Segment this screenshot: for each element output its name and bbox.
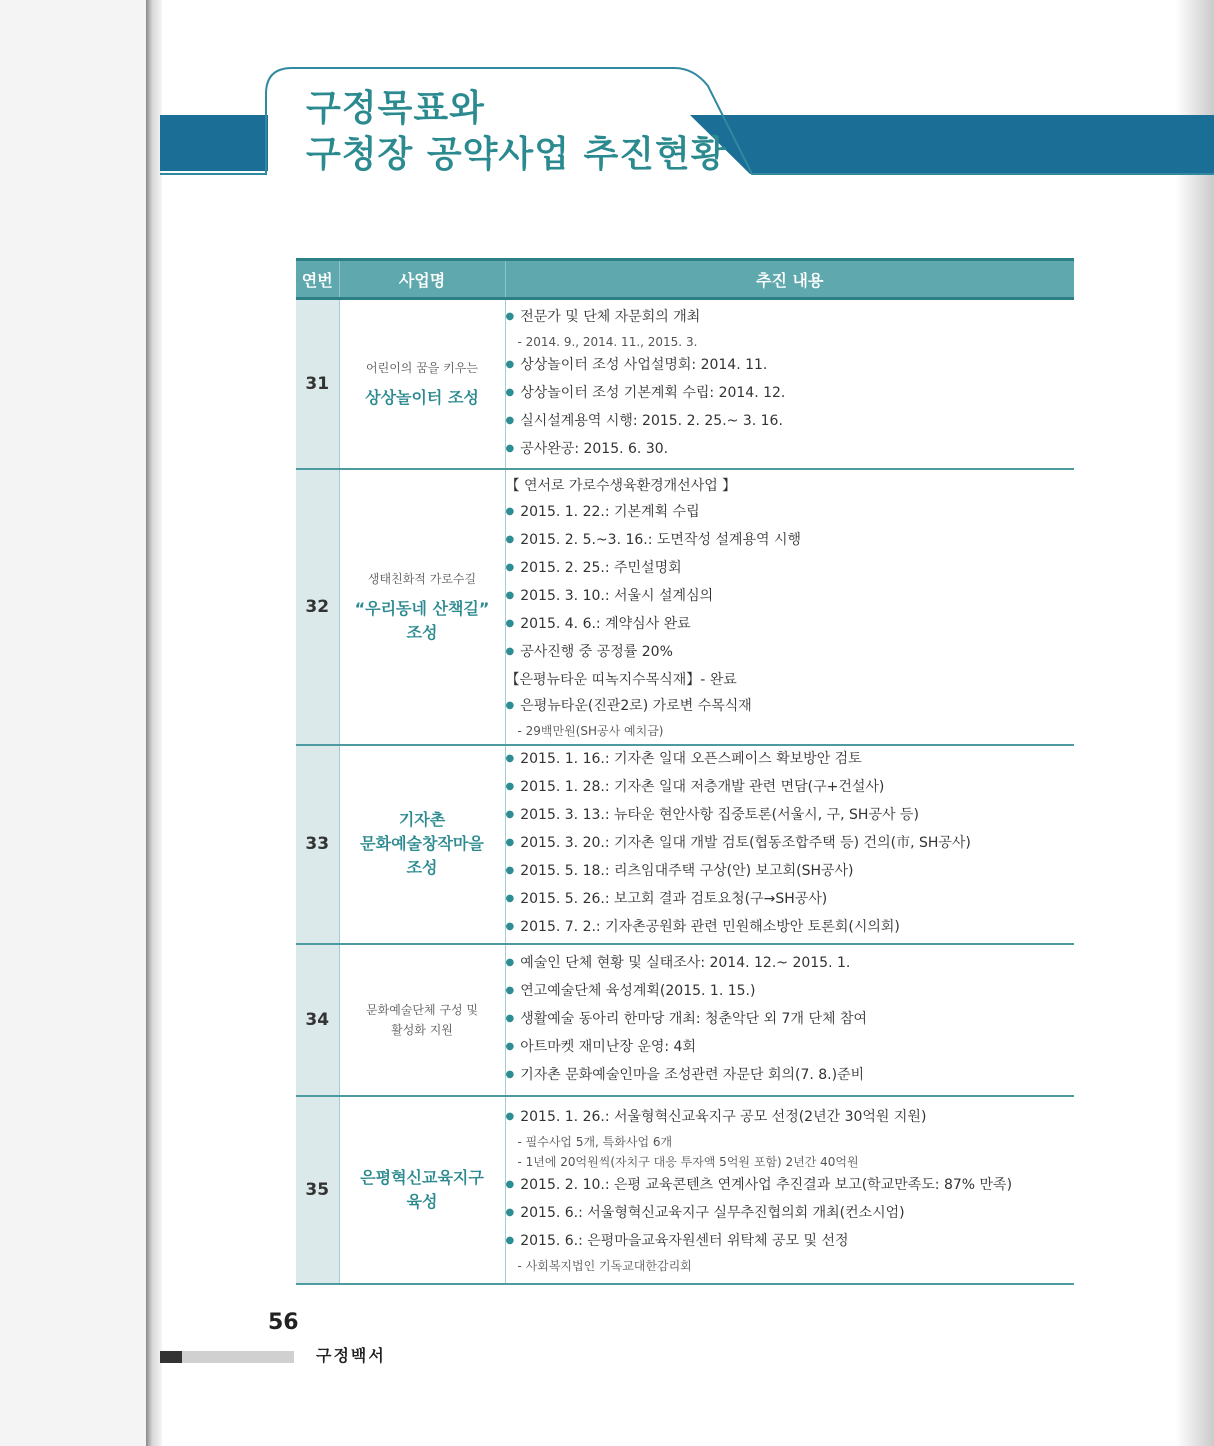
page-number: 56 [268, 1310, 299, 1335]
progress-item: ● 2015. 2. 10.: 은평 교육콘텐츠 연계사업 추진결과 보고(학교만족도: 87% 만족) [506, 1172, 1075, 1200]
progress-content-cell [505, 1096, 1074, 1284]
project-name: 은평혁신교육지구 [360, 1167, 484, 1187]
title-line-2: 구청장 공약사업 추진현황 [306, 134, 727, 175]
project-subtitle: 문화예술단체 구성 및 활성화 지원 [366, 1002, 478, 1037]
pledge-status-table [296, 258, 1074, 1285]
progress-item: ● 2015. 7. 2.: 기자촌공원화 관련 민원해소방안 토론회(시의회) [506, 914, 1075, 942]
row-number: 31 [296, 299, 339, 469]
progress-list [506, 1104, 1075, 1276]
project-name-cell [339, 469, 505, 745]
table-row [296, 944, 1074, 1096]
progress-item: ● 2015. 1. 22.: 기본계획 수립 [506, 499, 1075, 527]
progress-item: ● 2015. 1. 28.: 기자촌 일대 저층개발 관련 면담(구+건설사) [506, 774, 1075, 802]
progress-item: ● 연고예술단체 육성계획(2015. 1. 15.) [506, 978, 1075, 1006]
progress-note: - 사회복지법인 기독교대한감리회 [517, 1258, 692, 1273]
project-subtitle: 어린이의 꿈을 키우는 [366, 360, 478, 375]
page-title [306, 86, 727, 178]
header-progress-content: 추진 내용 [505, 260, 1074, 299]
progress-item: ● 공사완공: 2015. 6. 30. [506, 436, 1075, 464]
progress-item: ● 2015. 6.: 은평마을교육자원센터 위탁체 공모 및 선정 [506, 1228, 1075, 1256]
header-project-name: 사업명 [339, 260, 505, 299]
progress-item: ● 2015. 3. 20.: 기자촌 일대 개발 검토(협동조합주택 등) 건의(市, SH공사) [506, 830, 1075, 858]
progress-item: ● 2015. 1. 26.: 서울형혁신교육지구 공모 선정(2년간 30억원 지원) [506, 1104, 1075, 1132]
progress-item: ● 실시설계용역 시행: 2015. 2. 25.~ 3. 16. [506, 408, 1075, 436]
progress-section-heading: 【 연서로 가로수생육환경개선사업 】 [505, 477, 737, 494]
row-number: 35 [296, 1096, 339, 1284]
row-number: 33 [296, 745, 339, 944]
progress-item: ● 공사진행 중 공정률 20% [506, 639, 1075, 667]
table-body [296, 299, 1074, 1284]
table-row [296, 469, 1074, 745]
progress-item: ● 2015. 3. 13.: 뉴타운 현안사항 집중토론(서울시, 구, SH공사 등) [506, 802, 1075, 830]
progress-content-cell [505, 299, 1074, 469]
progress-section-heading: 【은평뉴타운 띠녹지수목식재】- 완료 [505, 671, 737, 688]
row-number: 34 [296, 944, 339, 1096]
progress-content-cell [505, 469, 1074, 745]
progress-item: ● 2015. 5. 26.: 보고회 결과 검토요청(구→SH공사) [506, 886, 1075, 914]
progress-content-cell [505, 944, 1074, 1096]
progress-note: - 필수사업 5개, 특화사업 6개 [517, 1134, 673, 1149]
table-header-row [296, 260, 1074, 299]
progress-note: - 29백만원(SH공사 예치금) [517, 723, 664, 738]
book-spine [146, 0, 162, 1446]
project-name: 육성 [406, 1191, 438, 1211]
progress-item: ● 생활예술 동아리 한마당 개최: 청춘악단 외 7개 단체 참여 [506, 1006, 1075, 1034]
project-name: 조성 [406, 622, 438, 642]
progress-list [506, 746, 1075, 942]
progress-item: ● 2015. 3. 10.: 서울시 설계심의 [506, 583, 1075, 611]
progress-list [506, 304, 1075, 464]
page-shadow-right [1176, 0, 1214, 1446]
table-row [296, 745, 1074, 944]
progress-item: ● 상상놀이터 조성 사업설명회: 2014. 11. [506, 352, 1075, 380]
table-row [296, 1096, 1074, 1284]
progress-list [506, 950, 1075, 1090]
progress-item: ● 기자촌 문화예술인마을 조성관련 자문단 회의(7. 8.)준비 [506, 1062, 1075, 1090]
project-subtitle: 생태친화적 가로수길 [367, 571, 477, 586]
project-name: 조성 [406, 858, 438, 877]
progress-note: - 2014. 9., 2014. 11., 2015. 3. [517, 334, 698, 349]
row-number: 32 [296, 469, 339, 745]
project-name-cell [339, 299, 505, 469]
progress-item: ● 예술인 단체 현황 및 실태조사: 2014. 12.~ 2015. 1. [506, 950, 1075, 978]
project-name: 문화예술창작마을 [360, 834, 484, 853]
footer-book-title: 구정백서 [316, 1346, 386, 1365]
progress-item: ● 아트마켓 재미난장 운영: 4회 [506, 1034, 1075, 1062]
project-name-cell [339, 1096, 505, 1284]
footer-bar-accent [160, 1351, 182, 1363]
progress-item: ● 2015. 1. 16.: 기자촌 일대 오픈스페이스 확보방안 검토 [506, 746, 1075, 774]
progress-note: - 1년에 20억원씩(자치구 대응 투자액 5억원 포함) 2년간 40억원 [517, 1154, 859, 1169]
progress-item: ● 은평뉴타운(진관2로) 가로변 수목식재 [506, 693, 1075, 721]
background-left [0, 0, 150, 1446]
progress-list [506, 473, 1075, 741]
progress-item: ● 2015. 2. 5.~3. 16.: 도면작성 설계용역 시행 [506, 527, 1075, 555]
progress-content-cell [505, 745, 1074, 944]
progress-item: ● 2015. 5. 18.: 리츠임대주택 구상(안) 보고회(SH공사) [506, 858, 1075, 886]
progress-item: ● 전문가 및 단체 자문회의 개최 [506, 304, 1075, 332]
title-line-1: 구정목표와 [306, 88, 485, 129]
project-name: 기자촌 [398, 810, 446, 829]
progress-item: ● 상상놀이터 조성 기본계획 수립: 2014. 12. [506, 380, 1075, 408]
progress-item: ● 2015. 4. 6.: 계약심사 완료 [506, 611, 1075, 639]
table-row [296, 299, 1074, 469]
project-name-cell [339, 944, 505, 1096]
project-name-cell [339, 745, 505, 944]
project-name: 상상놀이터 조성 [365, 387, 479, 407]
progress-item: ● 2015. 2. 25.: 주민설명회 [506, 555, 1075, 583]
project-name: “우리동네 산책길” [354, 598, 490, 618]
header-number: 연번 [296, 260, 339, 299]
progress-item: ● 2015. 6.: 서울형혁신교육지구 실무추진협의회 개최(컨소시엄) [506, 1200, 1075, 1228]
